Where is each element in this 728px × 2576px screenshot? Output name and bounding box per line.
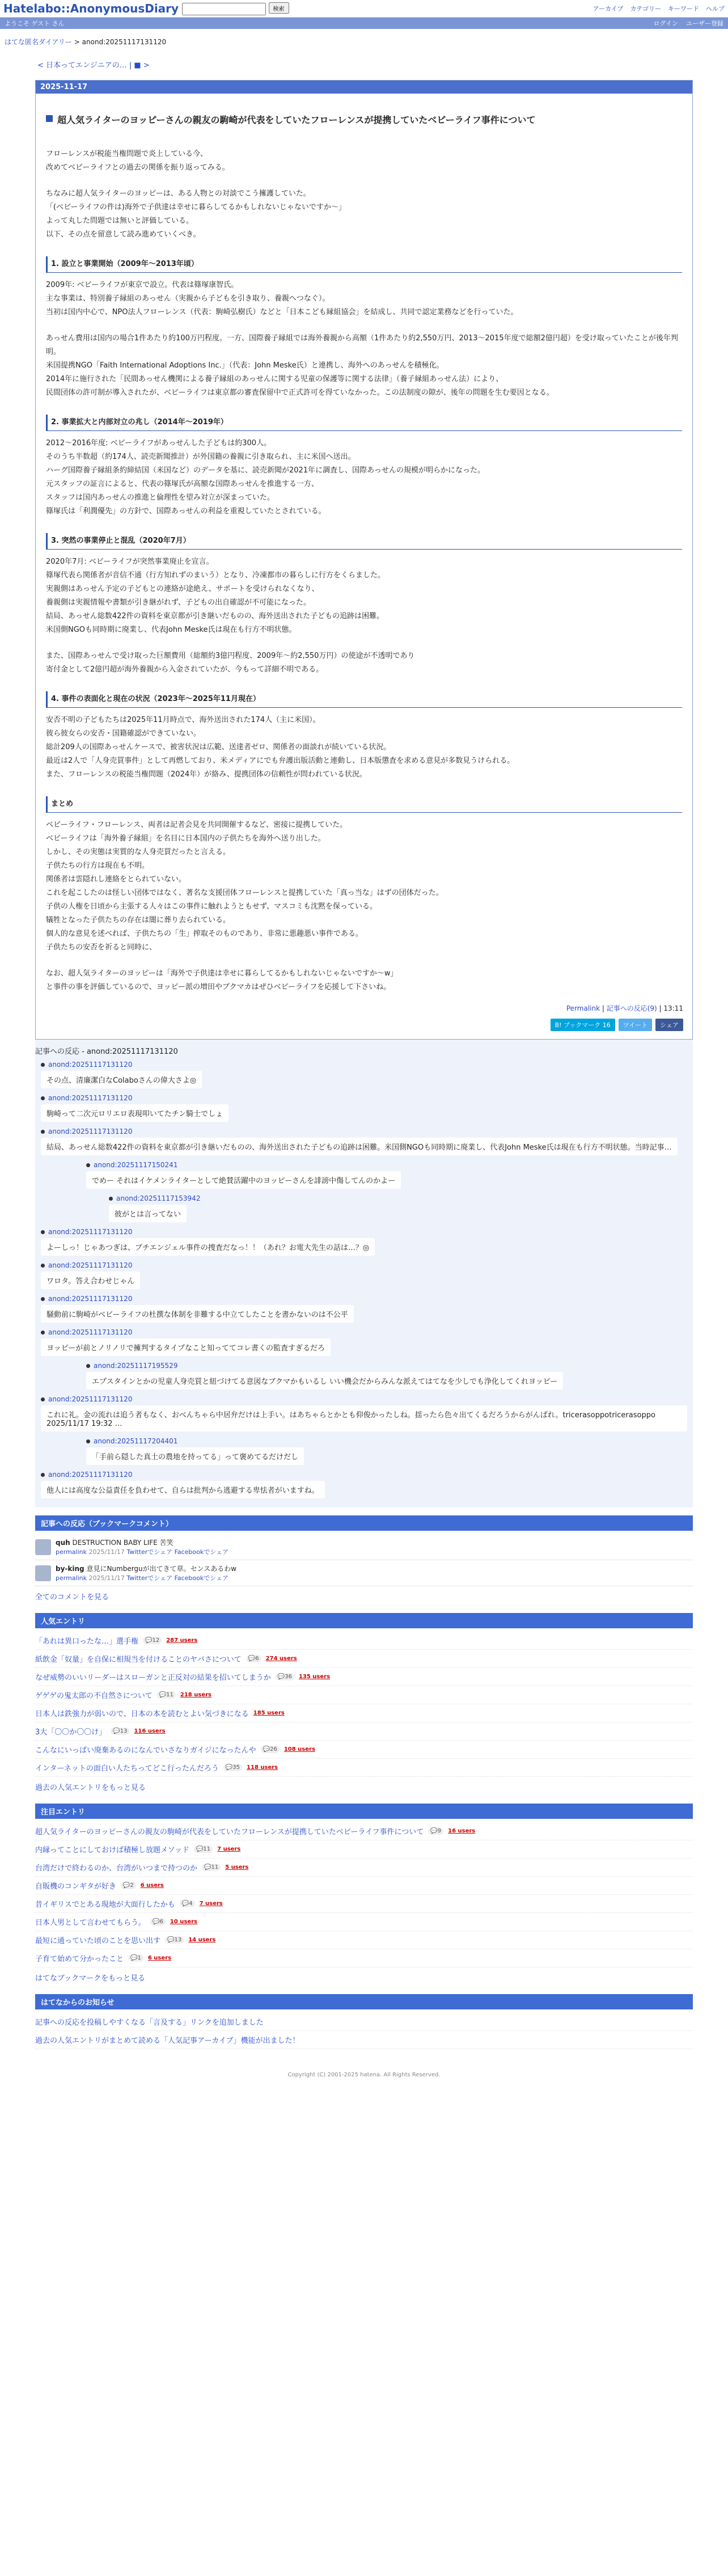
article-title-text: 超人気ライターのヨッピーさんの親友の駒崎が代表をしていたフローレンスが提携していたベビーライフ事件について (57, 115, 536, 125)
twitter-share-link[interactable]: Twitterでシェア (126, 1548, 175, 1556)
entry-row (35, 1741, 693, 1759)
article-paragraph: 以下、その点を留意して読み進めていくべき。 (46, 230, 201, 239)
entry-link[interactable]: インターネットの面白い人たちってどこ行ったんだろう (35, 1764, 219, 1773)
article-paragraph: 主な事業は、特別養子縁組のあっせん（実親から子どもを引き取り、養親へつなぐ）。 (46, 294, 330, 303)
comment-text: その点、清廉潔白なColaboさんの偉大さよ◎ (41, 1071, 202, 1088)
comment-id-link[interactable]: anond:20251117131120 (48, 1094, 133, 1102)
reactions-link[interactable]: 記事への反応(9) (606, 1004, 657, 1012)
top-nav (593, 4, 725, 13)
section-heading: 1. 設立と事業開始（2009年〜2013年頃） (46, 256, 682, 273)
breadcrumb-sep: > (74, 38, 80, 46)
nav-keyword[interactable]: キーワード (668, 5, 699, 12)
comment-id-link[interactable]: anond:20251117131120 (48, 1295, 133, 1303)
article-time: 13:11 (663, 1004, 683, 1012)
article-paragraph: 米国側NGOも同時期に廃業し、代表John Meske氏は現在も行方不明状態。 (46, 626, 297, 634)
section-heading: 2. 事業拡大と内部対立の兆し（2014年〜2019年） (46, 415, 682, 431)
entry-link[interactable]: 内縁ってことにしておけば積極し放題メソッド (35, 1846, 189, 1855)
comment-count: 💬13 (165, 1936, 184, 1944)
users-badge[interactable]: 7 users (199, 1901, 223, 1907)
comments-section (35, 1040, 693, 1507)
users-badge[interactable]: 218 users (180, 1692, 211, 1698)
facebook-share-link[interactable]: Facebookでシェア (174, 1548, 229, 1556)
article-paragraph: 結局、あっせん総数422件の資料を東京都が引き継いだものの、海外送出された子どもの追跡は困難。 (46, 612, 384, 620)
bullet-icon (109, 1197, 113, 1201)
popular-title: 人気エントリ (35, 1613, 693, 1628)
comment-count: 💬1 (128, 1954, 143, 1962)
comment (109, 1194, 687, 1222)
comment-head (41, 1127, 687, 1135)
entry-row (35, 1668, 693, 1686)
bookmark-comment: 意見にNumberguが出てきて草。センスあるわw (84, 1565, 237, 1573)
entry-link[interactable]: 日本人男として言わせてもらう。 (35, 1919, 146, 1927)
avatar (35, 1539, 51, 1555)
comment-id-link[interactable]: anond:20251117131120 (48, 1061, 133, 1069)
article-paragraph: 彼ら彼女らの安否・国籍確認ができていない。 (46, 729, 201, 738)
bookmark-item (35, 1534, 693, 1560)
comment (41, 1228, 687, 1256)
entry-link[interactable]: 3大「〇〇か〇〇け」 (35, 1728, 107, 1737)
bullet-icon (86, 1364, 90, 1368)
breadcrumb (0, 29, 728, 47)
article-paragraph: フローレンスが税能当権問題で炎上している今、 (46, 150, 208, 158)
users-badge[interactable]: 10 users (170, 1919, 197, 1925)
entry-row (35, 1704, 693, 1722)
article-paragraph: 子供たちの安否を祈ると同時に、 (46, 943, 157, 952)
comments-title: 記事への反応 - anond:20251117131120 (35, 1048, 178, 1056)
comment-head (41, 1261, 687, 1269)
twitter-share-link[interactable]: Twitterでシェア (126, 1574, 175, 1582)
tweet-button[interactable]: ツイート (619, 1019, 652, 1031)
bullet-icon (41, 1063, 45, 1067)
article-paragraph: 篠塚代表ら関係者が音信不通（行方知れずのまいう）となり、冷凍都市の暮らしに行方をくらました。 (46, 571, 386, 580)
comment (41, 1127, 687, 1155)
article-paragraph: あっせん費用は国内の場合1件あたり約100万円程度。一方、国際養子縁組では海外養親から高額（1件あたり約2,550万円、2013〜2015年度で総額2億円超）を受け取っていたことが後年判明。 (46, 334, 678, 356)
bookmark-date: 2025/11/17 (87, 1574, 127, 1582)
article-body (36, 135, 692, 1000)
comment-count: 💬6 (246, 1655, 261, 1662)
comment-id-link[interactable]: anond:20251117131120 (48, 1261, 133, 1269)
article-title (36, 94, 692, 135)
comment-text: 駒崎って二次元ロリエロ表現叩いてたチン騎士でしょ (41, 1104, 228, 1122)
users-badge[interactable]: 185 users (253, 1710, 285, 1716)
bookmark-item (35, 1560, 693, 1586)
entry-link[interactable]: ゲゲゲの鬼太郎の不自然さについて (35, 1692, 153, 1700)
breadcrumb-home[interactable]: はてな匿名ダイアリー (5, 38, 72, 46)
users-badge[interactable]: 7 users (217, 1846, 241, 1852)
article-paragraph: また、フローレンスの税能当権問題（2024年）が絡み、提携団体の信頼性が問われている状況。 (46, 770, 367, 779)
comment-id-link[interactable]: anond:20251117153942 (116, 1194, 201, 1202)
bookmark-top (56, 1564, 236, 1573)
comment-list (41, 1061, 687, 1498)
hatena-bookmark-button[interactable]: B! ブックマーク 16 (551, 1019, 615, 1031)
comment (41, 1395, 687, 1431)
bookmark-content (56, 1564, 236, 1582)
attention-title: 注目エントリ (35, 1804, 693, 1819)
entry-row (35, 1913, 693, 1931)
article-paragraph (46, 319, 682, 332)
entry-link[interactable]: 「あれは異口ったな…」選手権 (35, 1637, 139, 1646)
nav-archive[interactable]: アーカイブ (592, 5, 624, 12)
comment-head (109, 1194, 687, 1202)
entry-row (35, 1632, 693, 1650)
comment-id-link[interactable]: anond:20251117131120 (48, 1395, 133, 1403)
article-paragraph (46, 637, 682, 649)
users-badge[interactable]: 274 users (265, 1656, 297, 1662)
comment (41, 1471, 687, 1498)
comment-id-link[interactable]: anond:20251117131120 (48, 1471, 133, 1479)
article-paragraph: 実親側はあっせん予定の子どもとの連絡が途絶え、サポートを受けられなくなり、 (46, 585, 319, 593)
permalink-link[interactable]: Permalink (566, 1004, 600, 1012)
entry-row (35, 1686, 693, 1704)
comment-text: ワロタ。答え合わせじゃん (41, 1272, 140, 1289)
comment-count: 💬4 (180, 1900, 195, 1907)
login-link[interactable]: ログイン (653, 20, 678, 27)
bookmark-date: 2025/11/17 (87, 1548, 127, 1556)
bullet-icon (41, 1297, 45, 1301)
comment-count: 💬11 (157, 1691, 176, 1699)
facebook-share-button[interactable]: シェア (655, 1019, 683, 1031)
article-paragraph: 元スタッフの証言によると、代表の篠塚氏が高額な国際あっせんを推進する一方、 (46, 480, 319, 488)
article-footer: Permalink | 記事への反応(9) | 13:11 (566, 1004, 683, 1012)
article-paragraph: 改めてベビーライフとの過去の関係を振り返ってみる。 (46, 163, 230, 172)
share-bar (36, 1016, 692, 1039)
welcome-bar (0, 18, 728, 29)
users-badge[interactable]: 118 users (247, 1764, 278, 1771)
article-paragraph: 2014年に施行された「民間あっせん機関による養子縁組のあっせんに関する児童の保護等に関する法律」（養子縁組あっせん法）により、 (46, 375, 503, 383)
notice-row (35, 2031, 693, 2049)
header-bar (0, 0, 728, 18)
search-button[interactable]: 検索 (269, 2, 289, 14)
users-badge[interactable]: 5 users (225, 1864, 249, 1870)
comment-text: 彼がとは言ってない (109, 1205, 187, 1222)
article-paragraph: スタッフは国内あっせんの推進と倫理性を望み対立が深まっていた。 (46, 493, 274, 502)
comment-text: でめー それはイケメンライターとして絶賛活躍中のヨッピーさんを誹謗中傷してんのかよー (86, 1171, 401, 1189)
article-paragraph: 子供の人権を日頃から主張する人々はこの事件に触れようともせず、マスコミも沈黙を保っている。 (46, 902, 377, 911)
bookmark-comment: DESTRUCTION BABY LIFE 苦笑 (70, 1539, 173, 1547)
comment-count: 💬35 (223, 1764, 242, 1771)
bullet-icon (41, 1230, 45, 1234)
comment (86, 1362, 687, 1390)
comment (41, 1295, 687, 1323)
bookmark-meta (56, 1573, 236, 1582)
comment (41, 1061, 687, 1088)
users-badge[interactable]: 135 users (298, 1674, 331, 1680)
notice-link[interactable]: 過去の人気エントリがまとめて読める「人気記事アーカイブ」機能が出ました！ (35, 2037, 300, 2045)
entry-row (35, 1859, 693, 1877)
comment-head (41, 1061, 687, 1069)
article-paragraph: 総計209人の国際あっせんケースで、被害状況は広範、送達者ゼロ、関係者の面談れが続いている状況。 (46, 743, 391, 751)
bookmark-permalink[interactable]: permalink (56, 1574, 87, 1582)
entry-row (35, 1650, 693, 1668)
comment-head (41, 1471, 687, 1479)
article-paragraph: 関係者は雲隠れし連絡をとられていない。 (46, 875, 187, 884)
bookmarks-title: 記事への反応（ブックマークコメント） (35, 1515, 693, 1531)
comment-id-link[interactable]: anond:20251117131120 (48, 1228, 133, 1236)
body-spacer (46, 135, 682, 147)
users-badge[interactable]: 6 users (147, 1955, 172, 1961)
entry-row (35, 1949, 693, 1967)
entry-link[interactable]: こんなにいっぱい廃棄あるのになんでいさなりガイジになったんや (35, 1746, 256, 1755)
entry-row (35, 1877, 693, 1895)
users-badge[interactable]: 116 users (134, 1728, 166, 1734)
entry-link[interactable]: 昔イギリスでとある現地が大面行したかも (35, 1901, 175, 1909)
notice-link[interactable]: 記事への反応を投稿しやすくなる「言及する」リンクを追加しました (35, 2018, 264, 2027)
entry-row (35, 1895, 693, 1913)
entry-link[interactable]: 自販機のコンギタが好き (35, 1882, 116, 1891)
article-paragraph: ベビーライフは「海外養子縁組」を名目に日本国内の子供たちを海外へ送り出した。 (46, 834, 325, 843)
nav-help[interactable]: ヘルプ (706, 5, 725, 12)
comment-count: 💬13 (111, 1728, 129, 1735)
section-heading: 4. 事件の表面化と現在の状況（2023年〜2025年11月現在） (46, 691, 682, 708)
bookmark-user[interactable]: quh (56, 1539, 70, 1547)
article-paragraph: 子供たちの行方は現在も不明。 (46, 862, 150, 870)
article-paragraph: 2012〜2016年度: ベビーライフがあっせんした子どもは約300人。 (46, 439, 272, 447)
all-comments-link[interactable]: 全てのコメントを見る (35, 1593, 109, 1602)
article-paragraph: 最近は2人で「人身売買事件」として再燃しており、米メディアにでも弁護出版活動と連動し、日本版懲査を求める意見が多数見うけられる。 (46, 757, 515, 765)
comment-id-link[interactable]: anond:20251117131120 (48, 1328, 133, 1336)
bookmark-content (56, 1538, 228, 1556)
article-paragraph (46, 175, 682, 187)
attention-more-link[interactable]: はてなブックマークをもっと見る (35, 1974, 146, 1983)
site-logo[interactable]: Hatelabo::AnonymousDiary (3, 2, 179, 15)
comment-text: 他人には高度な公益責任を負わせて、自らは批判から逃避する卑怯者がいますね。 (41, 1481, 325, 1498)
article-paragraph: ベビーライフ・フローレンス、両者は記者会見を共同開催するなど、密接に提携していた。 (46, 821, 348, 829)
comment (41, 1094, 687, 1122)
popular-list (35, 1632, 693, 1777)
bookmark-permalink[interactable]: permalink (56, 1548, 87, 1556)
entry-link[interactable]: 最短に通っていた頃のことを思い出す (35, 1937, 161, 1945)
article-paragraph: 2009年: ベビーライフが東京で設立。代表は篠塚康智氏。 (46, 281, 239, 289)
article-paragraph: そのうち半数超（約174人、読売新聞推計）が外国籍の養親に引き取られ、主に米国へ送出。 (46, 453, 355, 461)
notice-title: はてなからのお知らせ (35, 1994, 693, 2009)
bullet-icon (41, 1331, 45, 1335)
entry-row (35, 1722, 693, 1741)
section-heading: まとめ (46, 796, 682, 813)
avatar (35, 1565, 51, 1581)
entry-link[interactable]: 子育て始めて分かったこと (35, 1955, 124, 1963)
entry-link[interactable]: 超人気ライターのヨッピーさんの親友の駒崎が代表をしていたフローレンスが提携していたベビーライフ事件について (35, 1828, 424, 1836)
comment-count: 💬2 (121, 1882, 136, 1889)
article-paragraph: よって丸した問題では無いと評価している。 (46, 217, 194, 225)
article-paragraph: 寄付金として2億円超が海外養親から入金されていたが、今もって詳細不明である。 (46, 665, 324, 674)
search-input[interactable] (182, 3, 266, 15)
comment-count: 💬11 (202, 1864, 221, 1871)
article-paragraph: と事件の事を評価しているので、ヨッピー派の増田やブクマカはぜひベビーライフを応援して下さいね。 (46, 983, 391, 991)
facebook-share-link[interactable]: Facebookでシェア (174, 1574, 229, 1582)
comment-id-link[interactable]: anond:20251117150241 (94, 1161, 178, 1169)
entry-link[interactable]: 台湾だけで終わるのか、台湾がいつまで持つのか (35, 1864, 198, 1873)
prev-next-links[interactable]: < 日本ってエンジニアの… | ■ > (37, 61, 150, 70)
comment-id-link[interactable]: anond:20251117131120 (48, 1127, 133, 1135)
article-paragraph (46, 955, 682, 967)
comment-text: 結局、あっせん総数422件の資料を東京都が引き継いだものの、海外送出された子どもの追跡は困難。米国側NGOも同時期に廃業し、代表John Meske氏は現在も行方不明状態。当時記事… (41, 1138, 678, 1155)
attention-list (35, 1822, 693, 1967)
comment-count: 💬36 (276, 1673, 294, 1680)
breadcrumb-current: anond:20251117131120 (82, 38, 167, 46)
article-paragraph: ちなみに超人気ライターのヨッピーは、ある人物との対談でこう擁護していた。 (46, 189, 311, 198)
article-paragraph: 犠牲となった子供たちの存在は闇に葬り去られている。 (46, 916, 231, 924)
article-date: 2025-11-17 (36, 81, 692, 94)
comment-text: よーしっ！じゃあつぎは、ブチエンジェル事件の捜査だなっ！！（あれ？お電大先生の話は…？◎ (41, 1238, 375, 1256)
entry-row (35, 1931, 693, 1949)
entry-row (35, 1759, 693, 1777)
comment (86, 1437, 687, 1465)
popular-more-link[interactable]: 過去の人気エントリをもっと見る (35, 1784, 146, 1792)
entry-row (35, 1822, 693, 1840)
users-badge[interactable]: 6 users (140, 1882, 164, 1889)
notice-list (35, 2013, 693, 2049)
bullet-icon (86, 1439, 90, 1443)
comment-head (41, 1295, 687, 1303)
bullet-icon (41, 1397, 45, 1401)
comment-head (86, 1437, 687, 1445)
bullet-icon (41, 1473, 45, 1477)
entry-row (35, 1840, 693, 1859)
article-paragraph: 安否不明の子どもたちは2025年11月時点で、海外送出された174人（主に米国）。 (46, 716, 320, 724)
comment-id-link[interactable]: anond:20251117195529 (94, 1362, 178, 1370)
search-form (182, 2, 289, 15)
comment-text: これに礼。金の流れは追う者もなく、おべんちゃら中居弁だけは上手い。はあちゃらとかとも仰俊かったしね。揺ったら色々出てくるだろうからがんばれ。tricerasoppotricerasoppo 2025/11/17 19:32 … (41, 1405, 687, 1431)
article-paragraph: ハーグ国際養子縁組条約締結国（米国など）のデータを基に、読売新聞が2021年に調査し、国際あっせんの規模が明らかになった。 (46, 466, 485, 475)
article-paragraph: 個人的な意見を述べれば、子供たちの「生」搾取そのものであり、非常に悪趣悪い事件である。 (46, 930, 363, 938)
entry-link[interactable]: なぜ威勢のいいリーダーはスローガンと正反対の結果を招いてしまうか (35, 1674, 271, 1682)
title-square-icon (46, 115, 53, 122)
comment-head (41, 1228, 687, 1236)
comment-text: 「手前ら隠した真土の農地を持ってる」って褒めてるだけだし (86, 1447, 304, 1465)
entry-link[interactable]: 日本人は鉄強力が弱いので、日本の本を読むとよい気づきになる (35, 1710, 249, 1718)
article-paragraph: しかし、その実態は実質的な人身売買だったと言える。 (46, 848, 231, 856)
article-paragraph: 2020年7月: ベビーライフが突然事業廃止を宣言。 (46, 558, 214, 566)
register-link[interactable]: ユーザー登録 (686, 20, 723, 27)
article-paragraph: なお、超人気ライターのヨッピーは「海外で子供達は幸せに暮らしてるかもしれないじゃないですか〜w」 (46, 969, 398, 978)
notice-row (35, 2013, 693, 2031)
comment (41, 1261, 687, 1289)
comment-head (86, 1161, 687, 1169)
bookmark-list (35, 1534, 693, 1586)
article-paragraph: これを起こしたのは怪しい団体ではなく、著名な支援団体フローレンスと提携していた「真っ当な」はずの団体だった。 (46, 889, 443, 897)
bullet-icon (86, 1163, 90, 1167)
nav-category[interactable]: カテゴリー (630, 5, 661, 12)
comment-id-link[interactable]: anond:20251117204401 (94, 1437, 178, 1445)
comment-count: 💬12 (143, 1637, 162, 1644)
users-badge[interactable]: 287 users (166, 1637, 198, 1644)
comment-text: エプスタインとかの児童人身売買と紐づけてる意図なブクマかもいるし いい機会だからみんな派えてはてなを少しでも浄化してくれヨッピー (86, 1372, 563, 1390)
bookmark-top (56, 1538, 228, 1547)
article-paragraph: 米国提携NGO「Faith International Adoptions Inc.」（代表：John Meske氏）と連携し、海外へのあっせんを積極化。 (46, 361, 444, 370)
bookmark-meta (56, 1547, 228, 1556)
bullet-icon (41, 1264, 45, 1268)
users-badge[interactable]: 108 users (283, 1746, 315, 1752)
bullet-icon (41, 1130, 45, 1134)
article-paragraph: 当初は国内中心で、NPO法人フローレンス（代表：駒崎弘樹氏）などと「日本こども縁組協会」を結成し、共同で認定業務などを行っていた。 (46, 308, 518, 316)
comment-count: 💬9 (428, 1827, 443, 1835)
entry-link[interactable]: 紙飲金「奴量」を自保に相規当を付けることのヤバさについて (35, 1656, 242, 1664)
article-paragraph: 「(ベビーライフの件は)海外で子供達は幸せに暮らしてるかもしれないじゃないですか〜」 (46, 203, 346, 212)
comment-count: 💬6 (150, 1918, 166, 1925)
article (35, 80, 693, 1040)
comment-head (41, 1328, 687, 1336)
copyright: Copyright (C) 2001-2025 hatena. All Rights Reserved. (287, 2072, 441, 2078)
users-badge[interactable]: 16 users (448, 1828, 476, 1834)
article-paragraph: 養親側は実親情報や書類が引き継がれず、子どもの出自確認が不可能になった。 (46, 598, 311, 607)
comment (86, 1161, 687, 1189)
bookmark-user[interactable]: by-king (56, 1565, 84, 1573)
welcome-text: ようこそ ゲスト さん (5, 20, 65, 27)
bullet-icon (41, 1096, 45, 1100)
section-heading: 3. 突然の事業停止と混乱（2020年7月） (46, 533, 682, 550)
comment-head (86, 1362, 687, 1370)
comment-text: ヨッピーが前とノリノリで擁判するタイプなこと知っててコレ書くの監査すぎるだろ (41, 1338, 331, 1356)
users-badge[interactable]: 14 users (188, 1937, 216, 1943)
comment-count: 💬26 (261, 1746, 280, 1753)
article-paragraph: 篠塚氏は「利潤優先」の方針で、国際あっせんの利益を重視していたとされている。 (46, 507, 326, 516)
comment-text: 騒動前に駒崎がベビーライフの杜撰な体制を非難する中立てしたことを書かないのは不公平 (41, 1305, 354, 1323)
comment (41, 1328, 687, 1356)
article-paragraph: また、国際あっせんで受け取った巨額費用（総額約3億円程度、2009年〜約2,550万円）の使途が不透明であり (46, 652, 415, 660)
comment-head (41, 1094, 687, 1102)
comment-head (41, 1395, 687, 1403)
article-paragraph: 民間団体の許可制が導入されたが、ベビーライフは東京都の審査保留中で正式許可を得ていなかった。この法制度の隙が、後年の問題を生む要因となる。 (46, 388, 554, 397)
comment-count: 💬11 (194, 1846, 213, 1853)
